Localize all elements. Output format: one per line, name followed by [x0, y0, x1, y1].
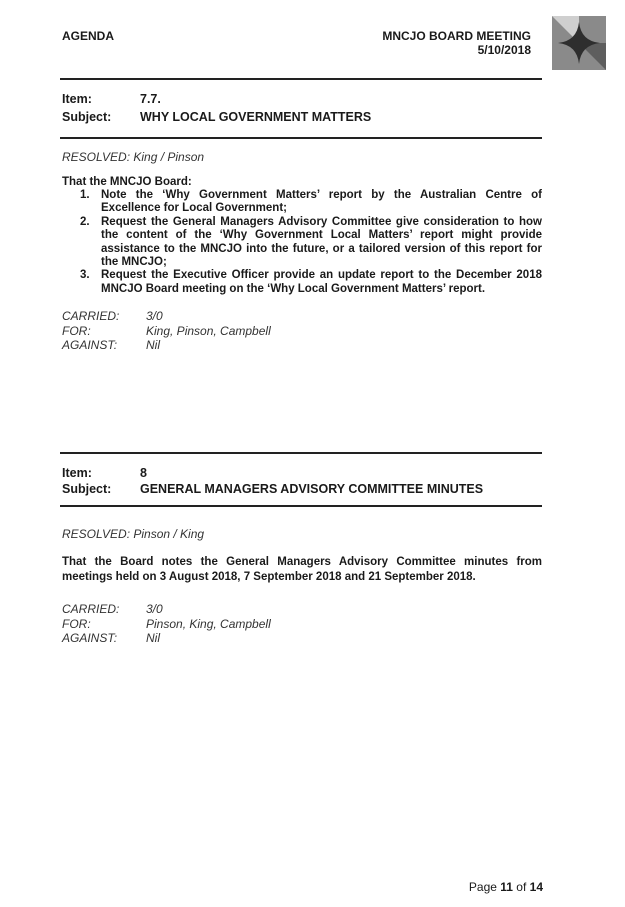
list-item: [80, 189, 542, 216]
divider: [60, 505, 542, 507]
vote-row-carried: [62, 602, 362, 617]
subject-label: Subject:: [62, 110, 112, 124]
item-label: Item:: [62, 466, 92, 480]
vote-value: Pinson, King, Campbell: [146, 616, 271, 631]
list-text: Note the ‘Why Government Matters’ report by the Australian Centre of Excellence for Local Government;: [101, 189, 542, 215]
vote-value: Nil: [146, 338, 160, 352]
divider: [60, 78, 542, 80]
resolution-intro: That the MNCJO Board:: [62, 176, 192, 188]
resolution-list: [80, 189, 542, 296]
list-number: 1.: [80, 189, 90, 201]
vote-key: CARRIED:: [62, 309, 120, 323]
item-label: Item:: [62, 92, 92, 106]
list-text: Request the General Managers Advisory Committee give consideration to how the content of the ‘Why Government Local Matters’ report might provide assistance to the MNCJO into the future, or a tailored version of this report for the MNCJO;: [101, 215, 542, 269]
header-meeting-title: MNCJO BOARD MEETING: [382, 29, 531, 43]
item-number: 7.7.: [140, 92, 161, 106]
vote-row-carried: [62, 309, 362, 324]
item-number: 8: [140, 466, 147, 480]
header-meeting-block: [382, 29, 531, 57]
vote-row-against: [62, 338, 362, 353]
vote-value: 3/0: [146, 602, 163, 616]
vote-value: Nil: [146, 631, 160, 645]
page-total: 14: [529, 880, 543, 894]
page-number: [469, 880, 543, 894]
vote-key: FOR:: [62, 616, 91, 631]
vote-key: FOR:: [62, 323, 91, 338]
vote-key: AGAINST:: [62, 631, 118, 645]
resolution-text: That the Board notes the General Managers Advisory Committee minutes from meetings held on 3 August 2018, 7 September 2018 and 21 September 2018.: [62, 556, 542, 583]
page-current: 11: [500, 880, 513, 894]
list-item: [80, 216, 542, 270]
resolved-line: RESOLVED: King / Pinson: [62, 150, 205, 164]
list-item: [80, 269, 542, 296]
list-text: Request the Executive Officer provide an update report to the December 2018 MNCJO Board meeting on the ‘Why Local Government Matters’ report.: [101, 269, 542, 295]
mncjo-logo-icon: [548, 12, 610, 74]
header-agenda: AGENDA: [62, 29, 115, 43]
vote-row-against: [62, 631, 362, 646]
vote-key: CARRIED:: [62, 602, 120, 616]
divider: [60, 137, 542, 139]
vote-block: [62, 602, 362, 646]
item-subject: GENERAL MANAGERS ADVISORY COMMITTEE MINUTES: [140, 482, 484, 496]
list-number: 2.: [80, 215, 90, 228]
divider: [60, 452, 542, 454]
vote-row-for: [62, 324, 362, 339]
header-meeting-date: 5/10/2018: [477, 43, 531, 57]
vote-block: [62, 309, 362, 353]
item-subject: WHY LOCAL GOVERNMENT MATTERS: [140, 110, 372, 124]
page-of: of: [512, 880, 530, 894]
vote-value: 3/0: [146, 309, 163, 323]
list-number: 3.: [80, 269, 90, 282]
subject-label: Subject:: [62, 482, 112, 496]
vote-row-for: [62, 617, 362, 632]
page-prefix: Page: [468, 880, 501, 894]
vote-value: King, Pinson, Campbell: [146, 323, 271, 338]
resolved-line: RESOLVED: Pinson / King: [62, 527, 205, 541]
vote-key: AGAINST:: [62, 338, 118, 352]
